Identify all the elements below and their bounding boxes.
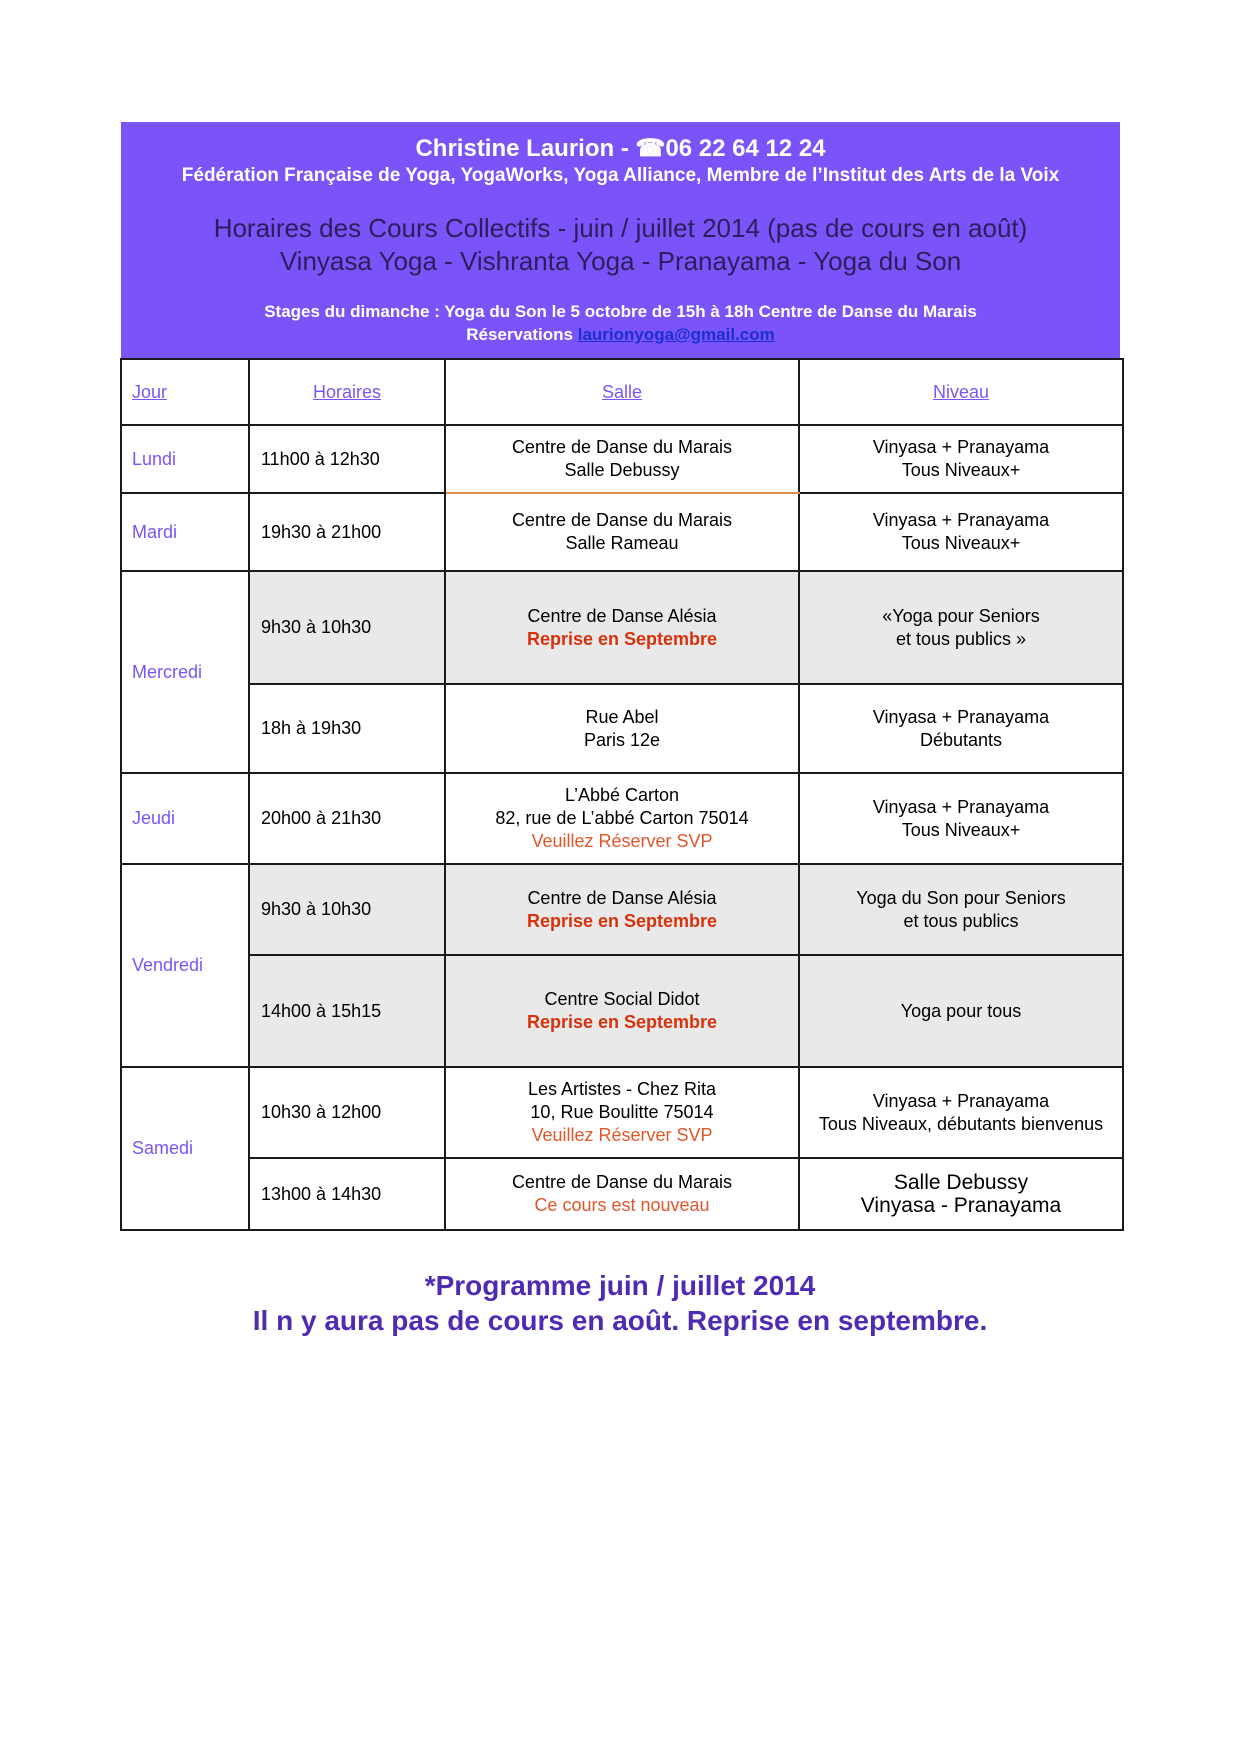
time-cell: 9h30 à 10h30	[249, 571, 445, 684]
table-row	[121, 493, 1123, 571]
footer-program: *Programme juin / juillet 2014	[424, 1270, 816, 1301]
time-cell: 14h00 à 15h15	[249, 955, 445, 1067]
level-style: «Yoga pour Seniors	[882, 605, 1040, 626]
venue-room: Salle Debussy	[564, 460, 680, 480]
venue-cell	[445, 864, 799, 955]
level-audience: et tous publics	[903, 910, 1019, 931]
level-style: Vinyasa + Pranayama	[872, 796, 1050, 817]
time-cell: 18h à 19h30	[249, 684, 445, 773]
reservation-note: Veuillez Réserver SVP	[531, 1125, 713, 1145]
venue-name: Les Artistes - Chez Rita	[527, 1079, 717, 1099]
venue-room: Salle Rameau	[565, 533, 679, 553]
time-cell: 19h30 à 21h00	[249, 493, 445, 571]
table-row	[121, 1158, 1123, 1230]
venue-cell	[445, 684, 799, 773]
day-cell: Mercredi	[121, 571, 249, 773]
venue-address: 10, Rue Boulitte 75014	[530, 1102, 714, 1122]
reprise-note: Reprise en Septembre	[526, 910, 718, 931]
header-day-label[interactable]: Jour	[132, 381, 168, 402]
schedule-table	[120, 358, 1124, 1231]
header-banner	[121, 122, 1120, 358]
level-audience: Tous Niveaux, débutants bienvenus	[818, 1113, 1104, 1134]
header-venue[interactable]	[445, 359, 799, 425]
footer-note	[0, 1268, 1240, 1338]
federation-line: Fédération Française de Yoga, YogaWorks, Yoga Alliance, Membre de l’Institut des Arts de la Voix	[181, 165, 1060, 186]
level-cell	[799, 864, 1123, 955]
new-course-note: Ce cours est nouveau	[534, 1195, 710, 1215]
table-row	[121, 425, 1123, 493]
level-room: Salle Debussy	[893, 1171, 1029, 1194]
venue-address: 82, rue de L’abbé Carton 75014	[495, 808, 749, 828]
time-cell: 13h00 à 14h30	[249, 1158, 445, 1230]
venue-name: Centre de Danse du Marais	[511, 510, 733, 530]
day-cell: Samedi	[121, 1067, 249, 1230]
stage-line: Stages du dimanche : Yoga du Son le 5 octobre de 15h à 18h Centre de Danse du Marais	[264, 302, 977, 321]
level-audience: et tous publics »	[895, 628, 1027, 649]
venue-room: Paris 12e	[583, 729, 661, 750]
venue-cell	[445, 1067, 799, 1158]
venue-cell	[445, 955, 799, 1067]
schedule-title-block	[121, 212, 1120, 278]
contact-name-phone: Christine Laurion - ☎06 22 64 12 24	[415, 135, 826, 162]
venue-cell	[445, 571, 799, 684]
level-style: Vinyasa + Pranayama	[872, 1090, 1050, 1111]
header-time-label[interactable]: Horaires	[312, 381, 382, 402]
venue-name: L’Abbé Carton	[564, 785, 680, 805]
venue-cell	[445, 1158, 799, 1230]
reprise-note: Reprise en Septembre	[526, 1012, 718, 1032]
table-row	[121, 571, 1123, 684]
reprise-note: Reprise en Septembre	[526, 628, 718, 649]
level-cell	[799, 1067, 1123, 1158]
venue-name: Centre de Danse Alésia	[527, 887, 717, 908]
table-row	[121, 1067, 1123, 1158]
reservations-label: Réservations	[466, 325, 574, 344]
day-cell: Lundi	[121, 425, 249, 493]
header-level-label[interactable]: Niveau	[932, 381, 990, 402]
level-cell	[799, 1158, 1123, 1230]
table-row	[121, 773, 1123, 864]
level-cell	[799, 425, 1123, 493]
styles-line: Vinyasa Yoga - Vishranta Yoga - Pranayama - Yoga du Son	[279, 246, 962, 276]
table-header-row	[121, 359, 1123, 425]
level-cell	[799, 571, 1123, 684]
level-cell	[799, 955, 1123, 1067]
header-level[interactable]	[799, 359, 1123, 425]
footer-august-note: Il n y aura pas de cours en août. Reprise en septembre.	[252, 1305, 988, 1336]
day-cell: Vendredi	[121, 864, 249, 1067]
table-row	[121, 684, 1123, 773]
level-style: Vinyasa + Pranayama	[872, 706, 1050, 727]
venue-cell	[445, 493, 799, 571]
level-cell	[799, 493, 1123, 571]
level-cell	[799, 684, 1123, 773]
level-audience: Tous Niveaux+	[901, 819, 1021, 840]
email-link[interactable]: laurionyoga@gmail.com	[577, 325, 775, 344]
level-style: Vinyasa + Pranayama	[872, 510, 1050, 530]
level-style: Vinyasa - Pranayama	[860, 1194, 1062, 1217]
venue-name: Centre de Danse du Marais	[511, 1172, 733, 1192]
venue-cell	[445, 425, 799, 493]
venue-name: Centre de Danse Alésia	[527, 605, 717, 626]
reservations-line	[121, 323, 1120, 346]
time-cell: 10h30 à 12h00	[249, 1067, 445, 1158]
header-day[interactable]	[121, 359, 249, 425]
reservation-note: Veuillez Réserver SVP	[531, 831, 713, 851]
level-style: Yoga pour tous	[900, 1000, 1022, 1021]
header-venue-label[interactable]: Salle	[601, 381, 643, 402]
time-cell: 11h00 à 12h30	[249, 425, 445, 493]
header-time[interactable]	[249, 359, 445, 425]
day-cell: Mardi	[121, 493, 249, 571]
level-cell	[799, 773, 1123, 864]
level-style: Yoga du Son pour Seniors	[856, 887, 1066, 908]
venue-name: Centre Social Didot	[544, 989, 700, 1009]
level-audience: Tous Niveaux+	[901, 533, 1021, 553]
stage-block	[121, 300, 1120, 346]
venue-cell	[445, 773, 799, 864]
venue-name: Centre de Danse du Marais	[511, 437, 733, 457]
time-cell: 9h30 à 10h30	[249, 864, 445, 955]
table-row	[121, 955, 1123, 1067]
time-cell: 20h00 à 21h30	[249, 773, 445, 864]
level-style: Vinyasa + Pranayama	[872, 437, 1050, 457]
day-cell: Jeudi	[121, 773, 249, 864]
level-audience: Débutants	[919, 729, 1003, 750]
venue-name: Rue Abel	[585, 706, 659, 727]
schedule-title: Horaires des Cours Collectifs - juin / juillet 2014 (pas de cours en août)	[213, 213, 1028, 243]
table-row	[121, 864, 1123, 955]
level-audience: Tous Niveaux+	[901, 460, 1021, 480]
